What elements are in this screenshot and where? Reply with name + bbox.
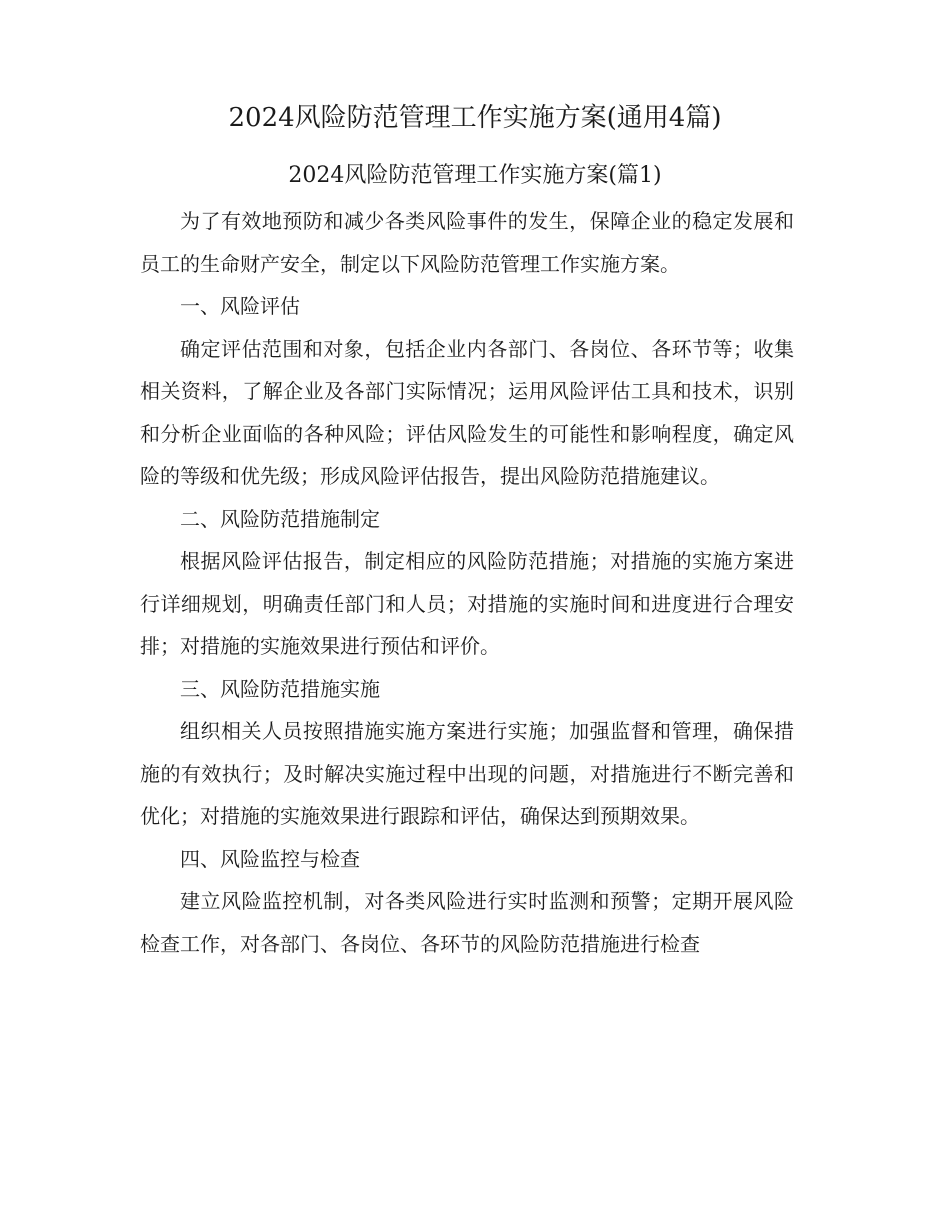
heading-risk-assessment: 一、风险评估 — [180, 294, 300, 318]
heading-measure-formulation: 二、风险防范措施制定 — [180, 506, 380, 531]
heading-measure-implementation: 三、风险防范措施实施 — [180, 676, 380, 701]
paragraph-measure-implementation: 组织相关人员按照措施实施方案进行实施；加强监督和管理，确保措施的有效执行；及时解决实施过程中出现的问题，对措施进行不断完善和优化；对措施的实施效果进行跟踪和评估，确保达到预期效果。 — [140, 719, 794, 828]
heading-monitoring-inspection: 四、风险监控与检查 — [180, 846, 360, 871]
paragraph-monitoring-inspection: 建立风险监控机制，对各类风险进行实时监测和预警；定期开展风险检查工作，对各部门、各岗位、各环节的风险防范措施进行检查 — [140, 889, 794, 956]
section-title: 2024风险防范管理工作实施方案(篇1) — [288, 163, 662, 188]
document-body — [140, 200, 794, 965]
paragraph-measure-formulation: 根据风险评估报告，制定相应的风险防范措施；对措施的实施方案进行详细规划，明确责任部门和人员；对措施的实施时间和进度进行合理安排；对措施的实施效果进行预估和评价。 — [140, 549, 794, 658]
document-title: 2024风险防范管理工作实施方案(通用4篇) — [228, 103, 722, 133]
intro-paragraph: 为了有效地预防和减少各类风险事件的发生，保障企业的稳定发展和员工的生命财产安全，制定以下风险防范管理工作实施方案。 — [140, 209, 794, 276]
paragraph-risk-assessment: 确定评估范围和对象，包括企业内各部门、各岗位、各环节等；收集相关资料，了解企业及各部门实际情况；运用风险评估工具和技术，识别和分析企业面临的各种风险；评估风险发生的可能性和影响程度，确定风险的等级和优先级；形成风险评估报告，提出风险防范措施建议。 — [140, 336, 794, 488]
